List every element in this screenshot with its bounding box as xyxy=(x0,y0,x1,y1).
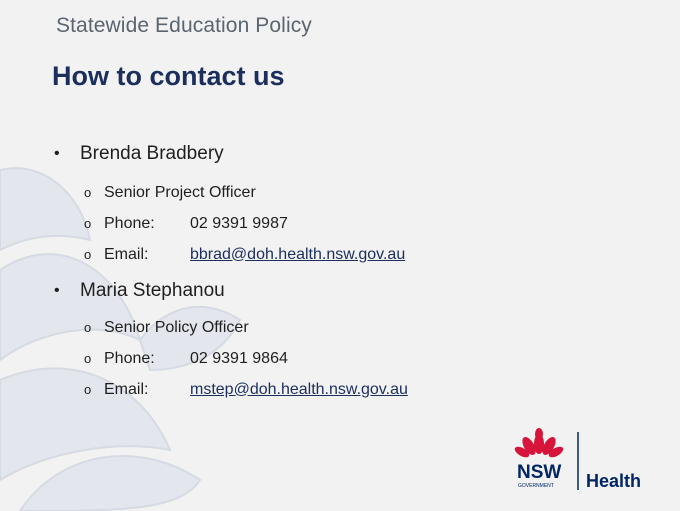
nsw-health-logo xyxy=(514,426,659,496)
detail-role xyxy=(84,177,405,208)
contact-block xyxy=(54,280,408,405)
sub-bullet: o xyxy=(84,320,92,335)
sub-bullet: o xyxy=(84,382,92,397)
contact-block xyxy=(54,143,405,270)
sub-bullet: o xyxy=(84,351,92,366)
waratah-icon xyxy=(514,428,565,459)
bullet: • xyxy=(54,282,60,299)
email-link[interactable]: bbrad@doh.health.nsw.gov.au xyxy=(190,245,406,263)
contact-name: Maria Stephanou xyxy=(80,280,225,301)
page-title: How to contact us xyxy=(52,61,285,91)
email-label: Email: xyxy=(104,245,149,263)
phone-label: Phone: xyxy=(104,214,155,232)
presentation-header: Statewide Education Policy xyxy=(56,14,312,37)
sub-bullet: o xyxy=(84,247,92,262)
email-link[interactable]: mstep@doh.health.nsw.gov.au xyxy=(190,380,408,398)
logo-government-text: GOVERNMENT xyxy=(518,483,554,489)
logo-health-text: Health xyxy=(586,471,642,491)
detail-email xyxy=(84,239,405,270)
sub-bullet: o xyxy=(84,185,92,200)
detail-phone xyxy=(84,208,405,239)
sub-bullet: o xyxy=(84,216,92,231)
bullet: • xyxy=(54,145,60,162)
detail-role xyxy=(84,312,408,343)
logo-nsw-text: NSW xyxy=(517,462,562,483)
detail-email xyxy=(84,374,408,405)
contact-role: Senior Policy Officer xyxy=(104,318,249,336)
phone-label: Phone: xyxy=(104,349,155,367)
contact-role: Senior Project Officer xyxy=(104,183,256,201)
phone-number: 02 9391 9864 xyxy=(190,349,288,367)
email-label: Email: xyxy=(104,380,149,398)
phone-number: 02 9391 9987 xyxy=(190,214,288,232)
detail-phone xyxy=(84,343,408,374)
contact-name: Brenda Bradbery xyxy=(80,143,224,164)
